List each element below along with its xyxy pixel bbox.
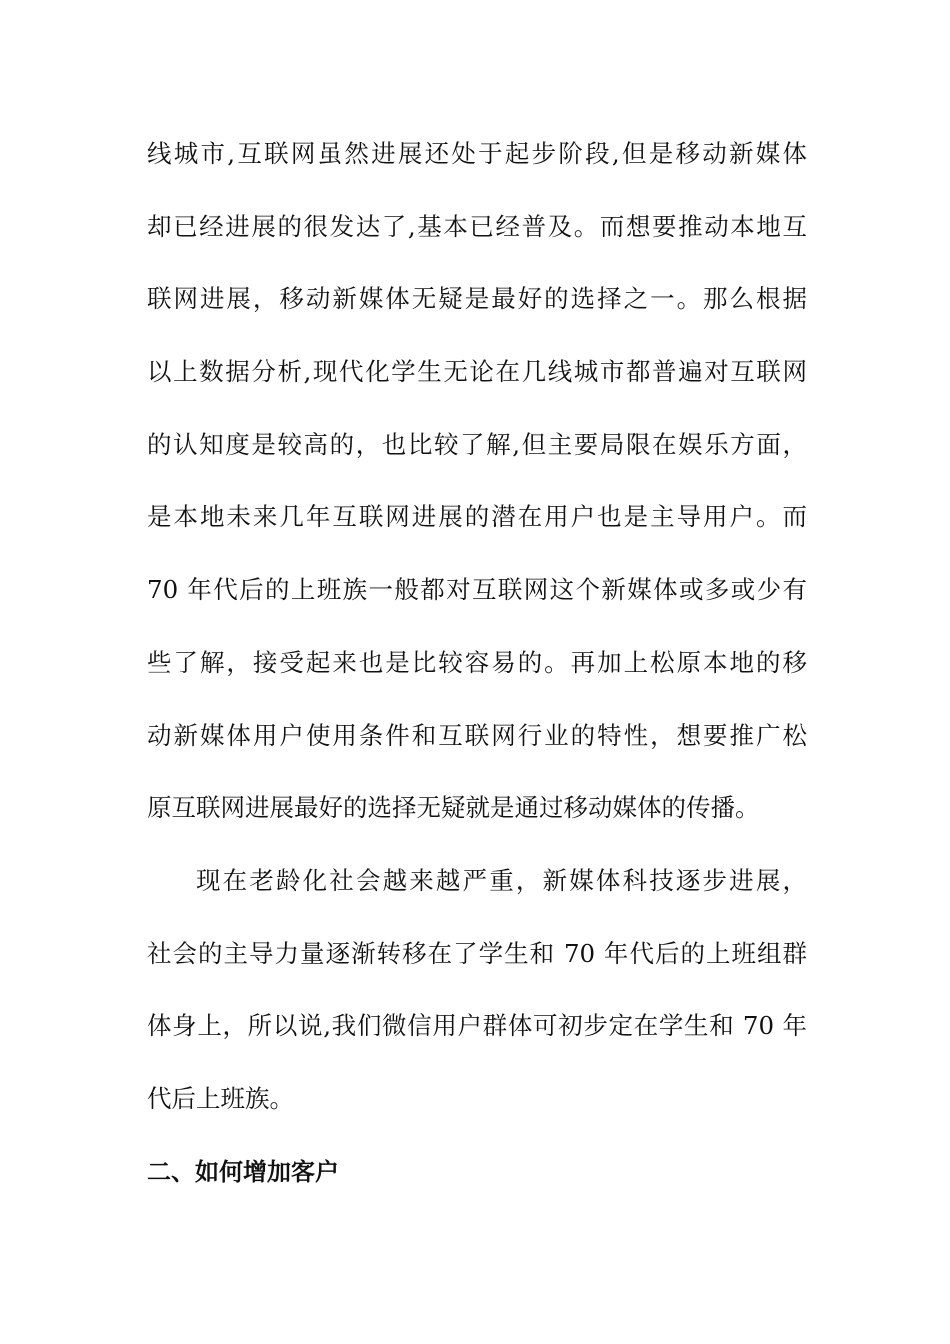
text-line: 联网进展，移动新媒体无疑是最好的选择之一。那么根据	[147, 284, 807, 314]
text-line: 的认知度是较高的，也比较了解,但主要局限在娱乐方面，	[147, 429, 807, 459]
text-line: 代后上班族。	[147, 1083, 294, 1113]
text-line: 体身上，所以说,我们微信用户群体可初步定在学生和 70 年	[147, 1011, 807, 1041]
text-line: 却已经进展的很发达了,基本已经普及。而想要推动本地互	[147, 211, 807, 241]
paragraph-1	[147, 128, 807, 855]
paragraph-2	[147, 855, 807, 1146]
text-line: 动新媒体用户使用条件和互联网行业的特性，想要推广松	[147, 720, 807, 750]
text-line: 是本地未来几年互联网进展的潜在用户也是主导用户。而	[147, 502, 807, 532]
text-line: 线城市,互联网虽然进展还处于起步阶段,但是移动新媒体	[147, 139, 807, 168]
text-line: 些了解，接受起来也是比较容易的。再加上松原本地的移	[147, 647, 807, 677]
text-line: 现在老龄化社会越来越严重，新媒体科技逐步进展，	[196, 865, 807, 895]
text-line: 以上数据分析,现代化学生无论在几线城市都普遍对互联网	[147, 357, 807, 387]
text-line: 社会的主导力量逐渐转移在了学生和 70 年代后的上班组群	[147, 938, 807, 968]
document-body	[147, 128, 807, 1218]
section-heading: 二、如何增加客户	[147, 1157, 339, 1186]
text-line: 原互联网进展最好的选择无疑就是通过移动媒体的传播。	[147, 793, 760, 823]
text-line: 70 年代后的上班族一般都对互联网这个新媒体或多或少有	[147, 575, 807, 605]
